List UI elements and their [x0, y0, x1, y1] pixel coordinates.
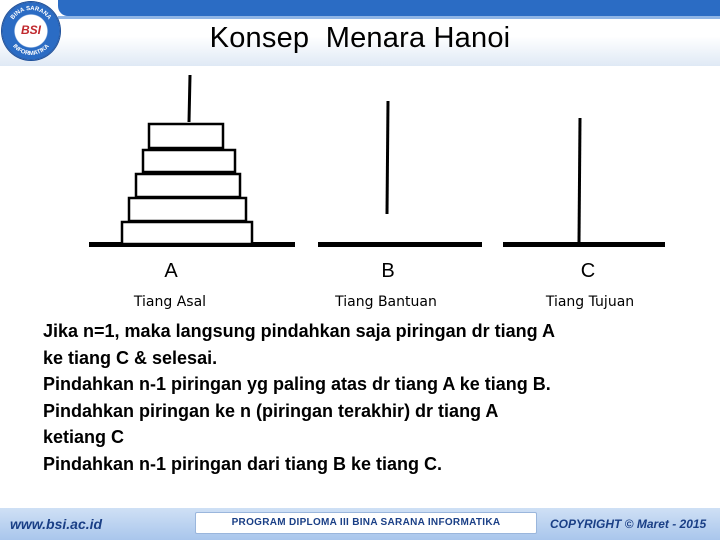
explanation-line: Pindahkan piringan ke n (piringan terakhir) dr tiang A — [43, 400, 499, 421]
explanation-line: Jika n=1, maka langsung pindahkan saja piringan dr tiang A — [43, 321, 555, 341]
disk-3 — [136, 174, 240, 197]
disk-2 — [143, 150, 235, 172]
footer-program-label: PROGRAM DIPLOMA III BINA SARANA INFORMATIKA — [195, 512, 537, 534]
explanation-line: ke tiang C & selesai. — [43, 347, 218, 368]
logo-ring-top-text: BINA SARANA — [10, 5, 52, 21]
peg-a-caption: Tiang Asal — [133, 294, 207, 310]
disk-1 — [149, 124, 223, 148]
peg-a-label: A — [164, 260, 178, 282]
footer-copyright: COPYRIGHT © Maret - 2015 — [550, 517, 707, 531]
logo-text: BSI — [20, 23, 41, 37]
page-title-text: Konsep Menara Hanoi — [209, 22, 511, 54]
explanation-line: Pindahkan n-1 piringan yg paling atas dr tiang A ke tiang B. — [43, 374, 551, 394]
peg-c-rod — [579, 118, 580, 242]
explanation-line: Pindahkan n-1 piringan dari tiang B ke tiang C. — [43, 453, 443, 474]
peg-b-caption: Tiang Bantuan — [335, 294, 437, 310]
explanation-text — [43, 318, 683, 477]
peg-c-label: C — [580, 260, 596, 282]
footer-url[interactable]: www.bsi.ac.id — [10, 516, 103, 532]
peg-b-rod — [387, 101, 388, 214]
peg-b-base — [318, 242, 482, 247]
disk-5 — [122, 222, 252, 244]
disk-4 — [129, 198, 246, 221]
peg-c-caption: Tiang Tujuan — [545, 294, 635, 310]
logo-ring-bottom-text: INFORMATIKA — [11, 43, 51, 58]
explanation-line: ketiang C — [43, 427, 125, 447]
peg-a-rod — [189, 75, 190, 122]
peg-b-label: B — [381, 260, 395, 282]
peg-c-base — [503, 242, 665, 247]
